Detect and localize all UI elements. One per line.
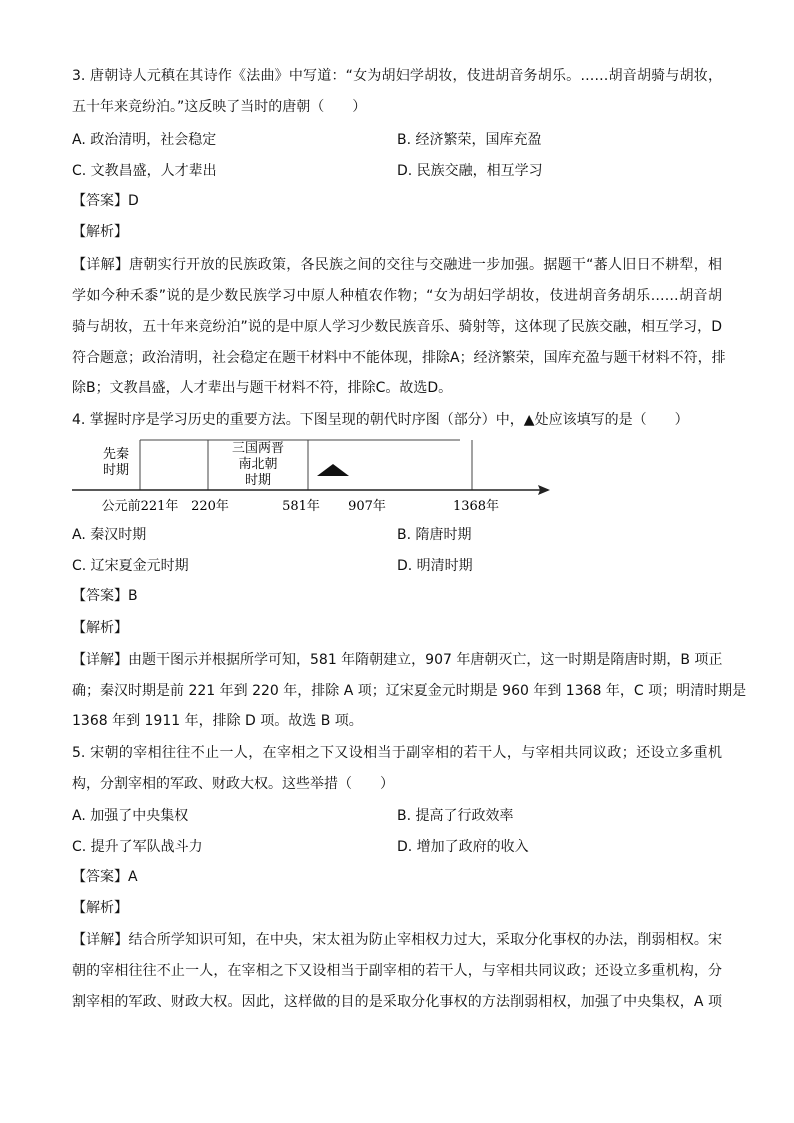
q3-option-b: B. 经济繁荣，国库充盈 [397, 132, 542, 148]
timeline-year-label: 220年 [191, 499, 229, 514]
q3-detail-line4: 符合题意；政治清明，社会稳定在题干材料中不能体现，排除A；经济繁荣，国库充盈与题干材料不符，排 [72, 350, 726, 366]
q3-detail-line2: 学如今种禾黍”说的是少数民族学习中原人种植农作物；“女为胡妇学胡妆，伎进胡音务胡乐……胡音胡 [72, 288, 722, 304]
q3-stem-line1: 3. 唐朝诗人元稹在其诗作《法曲》中写道：“女为胡妇学胡妆，伎进胡音务胡乐。……胡音胡骑与胡妆， [72, 68, 722, 84]
q4-analysis-label: 【解析】 [72, 620, 128, 636]
q5-detail-line3: 割宰相的军政、财政大权。因此，这样做的目的是采取分化事权的方法削弱相权，加强了中央集权，A 项 [72, 994, 722, 1010]
q3-option-d: D. 民族交融，相互学习 [397, 163, 543, 179]
q3-detail-line3: 骑与胡妆，五十年来竞纷泊”说的是中原人学习少数民族音乐、骑射等，这体现了民族交融，相互学习，D [72, 319, 722, 335]
q4-option-a: A. 秦汉时期 [72, 527, 147, 543]
q4-stem: 4. 掌握时序是学习历史的重要方法。下图呈现的朝代时序图（部分）中，▲处应该填写的是（ ） [72, 412, 689, 428]
timeline-year-label: 1368年 [452, 499, 500, 514]
q4-option-b: B. 隋唐时期 [397, 527, 472, 543]
q4-option-d: D. 明清时期 [397, 558, 473, 574]
q5-option-d: D. 增加了政府的收入 [397, 839, 529, 855]
timeline-box2-line1: 三国两晋 [231, 441, 285, 456]
q3-analysis-label: 【解析】 [72, 224, 128, 240]
q3-stem-line2: 五十年来竞纷泊。”这反映了当时的唐朝（ ） [72, 99, 367, 115]
timeline-year-label: 907年 [348, 499, 386, 514]
q5-option-a: A. 加强了中央集权 [72, 808, 189, 824]
triangle-marker-icon [317, 464, 349, 476]
q3-option-c: C. 文教昌盛，人才辈出 [72, 163, 217, 179]
timeline-year-label: 公元前221年 [101, 499, 179, 514]
q4-detail-line2: 确；秦汉时期是前 221 年到 220 年，排除 A 项；辽宋夏金元时期是 960 年到 1368 年，C 项；明清时期是 [72, 683, 747, 699]
q5-stem-line2: 构，分割宰相的军政、财政大权。这些举措（ ） [72, 776, 394, 792]
dynasty-timeline [60, 434, 570, 524]
q5-detail-line2: 朝的宰相往往不止一人，在宰相之下又设相当于副宰相的若干人，与宰相共同议政；还设立多重机构，分 [72, 963, 722, 979]
q5-stem-line1: 5. 宋朝的宰相往往不止一人，在宰相之下又设相当于副宰相的若干人，与宰相共同议政；还设立多重机 [72, 745, 722, 761]
timeline-box2-line2: 南北朝 [238, 457, 278, 472]
q4-detail-line3: 1368 年到 1911 年，排除 D 项。故选 B 项。 [72, 713, 363, 729]
q5-option-b: B. 提高了行政效率 [397, 808, 514, 824]
q4-option-c: C. 辽宋夏金元时期 [72, 558, 189, 574]
q3-answer: 【答案】D [72, 193, 139, 209]
q3-detail-line1: 【详解】唐朝实行开放的民族政策，各民族之间的交往与交融进一步加强。据题干“蕃人旧日不耕犁，相 [72, 257, 722, 273]
q3-option-a: A. 政治清明，社会稳定 [72, 132, 217, 148]
timeline-box1-line1: 先秦 [102, 447, 130, 462]
timeline-box2-line3: 时期 [244, 473, 272, 488]
q5-option-c: C. 提升了军队战斗力 [72, 839, 203, 855]
timeline-box1-line2: 时期 [102, 463, 130, 478]
q4-answer: 【答案】B [72, 588, 138, 604]
timeline-year-label: 581年 [282, 499, 320, 514]
q5-analysis-label: 【解析】 [72, 900, 128, 916]
q3-detail-line5: 除B；文教昌盛，人才辈出与题干材料不符，排除C。故选D。 [72, 380, 453, 396]
q4-detail-line1: 【详解】由题干图示并根据所学可知，581 年隋朝建立，907 年唐朝灭亡，这一时期是隋唐时期，B 项正 [72, 652, 723, 668]
q5-answer: 【答案】A [72, 869, 138, 885]
q5-detail-line1: 【详解】结合所学知识可知，在中央，宋太祖为防止宰相权力过大，采取分化事权的办法，削弱相权。宋 [72, 932, 722, 948]
